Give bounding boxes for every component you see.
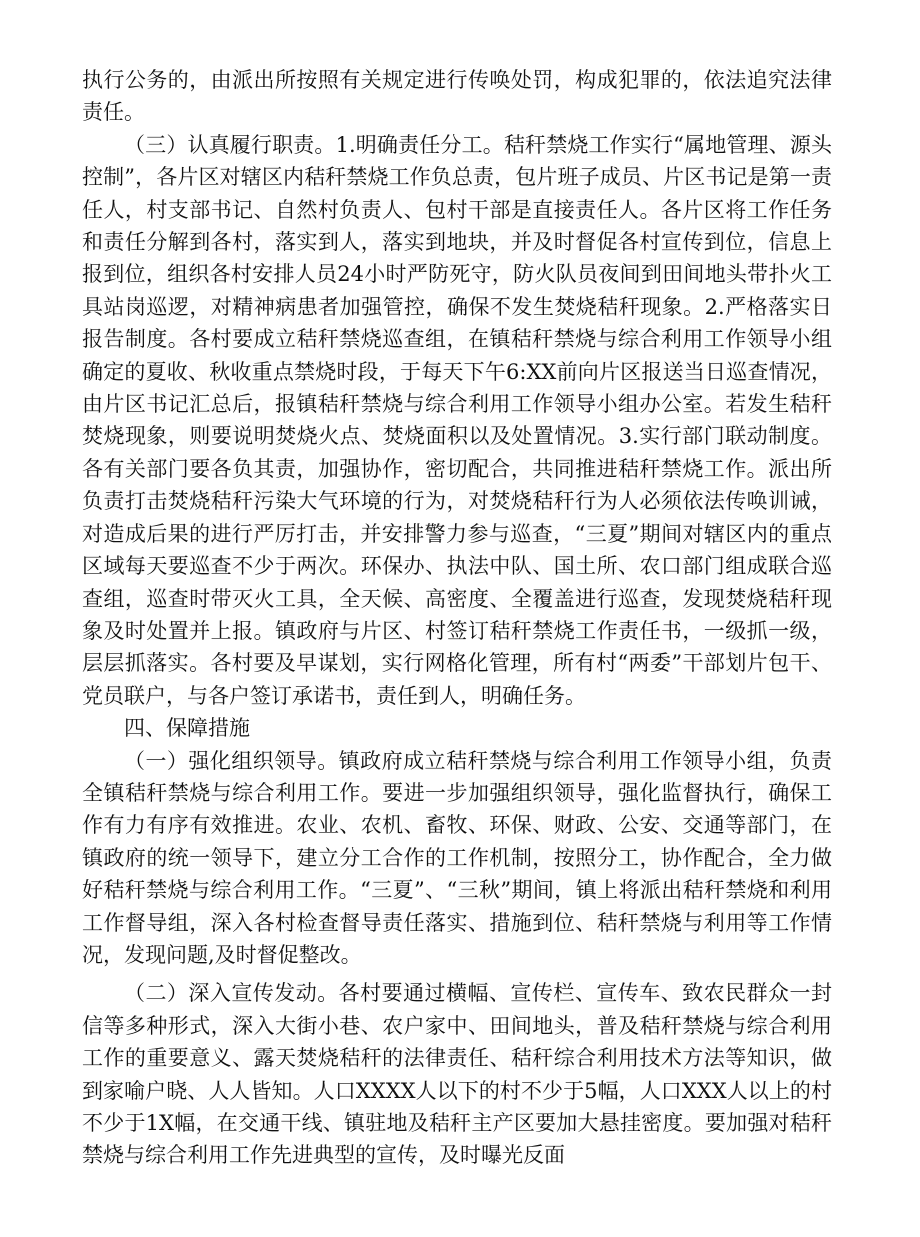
paragraph-publicity-mobilization: （二）深入宣传发动。各村要通过横幅、宣传栏、宣传车、致农民群众一封信等多种形式，深入大街小巷、农户家中、田间地头，普及秸秆禁烧与综合利用工作的重要意义、露天焚烧秸秆的法律责任、秸秆综合利用技术方法等知识，做到家喻户晓、人人皆知。人口XXXX人以下的村不少于5幅，人口XXX人以上的村不少于1X幅，在交通干线、镇驻地及秸秆主产区要加大悬挂密度。要加强对秸秆禁烧与综合利用工作先进典型的宣传，及时曝光反面	[82, 981, 832, 1168]
section-heading-safeguards: 四、保障措施	[124, 716, 250, 741]
paragraph-duty-fulfillment: （三）认真履行职责。1.明确责任分工。秸秆禁烧工作实行“属地管理、源头控制”，各片区对辖区内秸秆禁烧工作负总责，包片班子成员、片区书记是第一责任人，村支部书记、自然村负责人、包村干部是直接责任人。各片区将工作任务和责任分解到各村，落实到人，落实到地块，并及时督促各村宣传到位，信息上报到位，组织各村安排人员24小时严防死守，防火队员夜间到田间地头带扑火工具站岗巡逻，对精神病患者加强管控，确保不发生焚烧秸秆现象。2.严格落实日报告制度。各村要成立秸秆禁烧巡查组，在镇秸秆禁烧与综合利用工作领导小组确定的夏收、秋收重点禁烧时段，于每天下午6:XX前向片区报送当日巡查情况，由片区书记汇总后，报镇秸秆禁烧与综合利用工作领导小组办公室。若发生秸秆焚烧现象，则要说明焚烧火点、焚烧面积以及处置情况。3.实行部门联动制度。各有关部门要各负其责，加强协作，密切配合，共同推进秸秆禁烧工作。派出所负责打击焚烧秸秆污染大气环境的行为，对焚烧秸秆行为人必须依法传唤训诫，对造成后果的进行严厉打击，并安排警力参与巡查，“三夏”期间对辖区内的重点区域每天要巡查不少于两次。环保办、执法中队、国土所、农口部门组成联合巡查组，巡查时带灭火工具，全天候、高密度、全覆盖进行巡查，发现焚烧秸秆现象及时处置并上报。镇政府与片区、村签订秸秆禁烧工作责任书，一级抓一级，层层抓落实。各村要及早谋划，实行网格化管理，所有村“两委”干部划片包干、党员联户，与各户签订承诺书，责任到人，明确任务。	[82, 132, 832, 708]
paragraph-organization-leadership: （一）强化组织领导。镇政府成立秸秆禁烧与综合利用工作领导小组，负责全镇秸秆禁烧与综合利用工作。要进一步加强组织领导，强化监督执行，确保工作有力有序有效推进。农业、农机、畜牧、环保、财政、公安、交通等部门，在镇政府的统一领导下，建立分工合作的工作机制，按照分工，协作配合，全力做好秸秆禁烧与综合利用工作。“三夏”、“三秋”期间，镇上将派出秸秆禁烧和利用工作督导组，深入各村检查督导责任落实、措施到位、秸秆禁烧与利用等工作情况，发现问题,及时督促整改。	[82, 748, 832, 967]
paragraph-continuation: 执行公务的，由派出所按照有关规定进行传唤处罚，构成犯罪的，依法追究法律责任。	[82, 68, 832, 125]
document-body	[82, 64, 832, 1172]
